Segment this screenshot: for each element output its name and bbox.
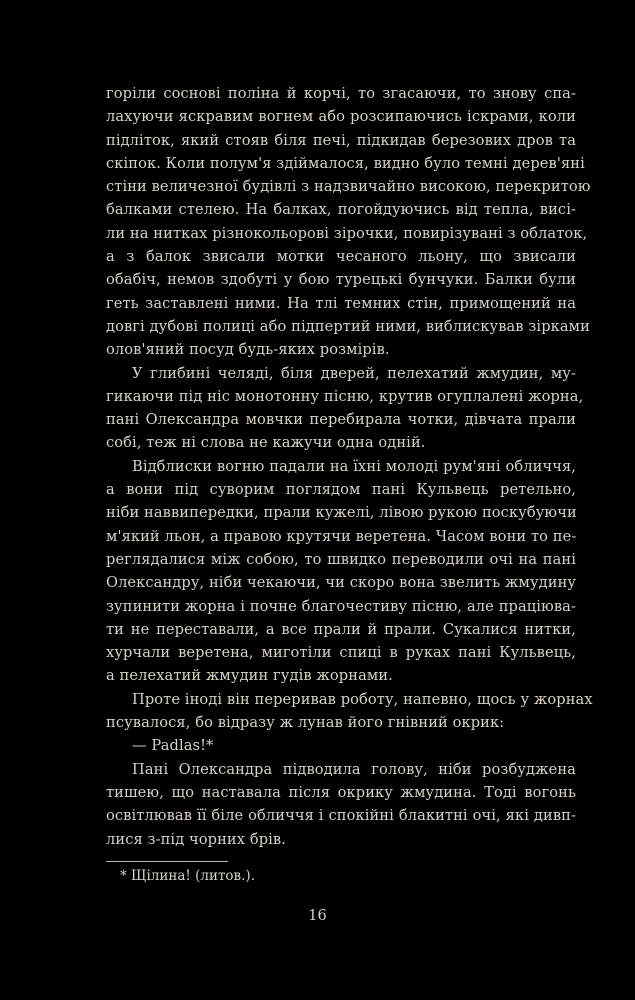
text-line: Відблиски вогню падали на їхні молоді рум'яні обличчя, — [132, 457, 576, 475]
paragraph — [106, 758, 576, 851]
paragraph-dialogue — [106, 734, 576, 757]
text-line: пані Олександра мовчки перебирала чотки, дівчата прали — [106, 411, 576, 429]
text-line: горіли соснові поліна й корчі, то згасаючи, то знову спа- — [106, 85, 576, 102]
text-line: олов'яний посуд будь-яких розмірів. — [106, 341, 390, 359]
text-line: тишею, що наставала після окрику жмудина. Тоді вогонь — [106, 783, 576, 801]
text-line: а вони під суворим поглядом пані Кульвець ретельно, — [106, 481, 576, 499]
paragraph — [106, 688, 593, 735]
text-line: підліток, який стояв біля печі, підкидав березових дров та — [106, 131, 576, 149]
book-page-text — [106, 82, 593, 851]
text-line: хурчали веретена, миготіли спиці в руках пані Кульвець, — [106, 644, 576, 662]
text-line: ніби наввипередки, прали кужелі, лівою рукою поскубуючи — [106, 504, 577, 522]
text-line: псувалося, бо відразу ж лунав його гнівний окрик: — [106, 714, 505, 732]
text-line: балками стелею. На балках, погойдуючись від тепла, висі- — [106, 201, 576, 219]
text-line: обабіч, немов здобуті у бою турецькі бунчуки. Балки були — [106, 271, 576, 289]
text-line: стіни величезної будівлі з надзвичайно високою, перекритою — [106, 178, 591, 196]
text-line: У глибині челяді, біля дверей, пелехатий жмудин, му- — [132, 364, 576, 382]
text-line: Пані Олександра підводила голову, ніби розбуджена — [132, 760, 576, 778]
paragraph — [106, 82, 591, 362]
text-line: зупинити жорна і почне благочестиву пісню, але праціюва- — [106, 597, 576, 615]
text-line: гикаючи під ніс монотонну пісню, крутив огуплалені жорна, — [106, 387, 584, 405]
text-line: ти не переставали, а все прали й прали. Сукалися нитки, — [106, 620, 576, 638]
footnote-divider — [106, 861, 228, 862]
text-line: — Padlas!* — [132, 737, 214, 755]
page-number: 16 — [308, 908, 327, 924]
text-line: скіпок. Коли полум'я здіймалося, видно було темні дерев'яні — [106, 154, 585, 172]
text-line: Проте іноді він переривав роботу, напевно, щось у жорнах — [132, 690, 593, 708]
text-line: лися з-під чорних брів. — [106, 830, 286, 848]
footnote: * Щілина! (литов.). — [120, 868, 255, 884]
text-line: собі, теж ні слова не кажучи одна одній. — [106, 434, 426, 452]
text-line: а з балок звисали мотки чесаного льону, що звисали — [106, 248, 576, 266]
paragraph — [106, 455, 576, 688]
text-line: освітлював її біле обличчя і спокійні блакитні очі, які дивп- — [106, 807, 576, 825]
text-line: лахуючи яскравим вогнем або розсипаючись іскрами, коли — [106, 108, 576, 126]
text-line: реглядалися між собою, то швидко переводили очі на пані — [106, 550, 576, 568]
text-line: м'який льон, а правою крутячи веретена. Часом вони то пе- — [106, 527, 577, 545]
paragraph — [106, 362, 584, 455]
text-line: ли на нитках різнокольорові зірочки, повирізувані з облаток, — [106, 224, 588, 242]
text-line: геть заставлені ними. На тлі темних стін, примощений на — [106, 294, 576, 312]
text-line: Олександру, ніби чекаючи, чи скоро вона звелить жмудину — [106, 574, 577, 592]
text-line: довгі дубові полиці або підпертий ними, виблискував зірками — [106, 317, 590, 335]
text-line: а пелехатий жмудин гудів жорнами. — [106, 667, 393, 685]
